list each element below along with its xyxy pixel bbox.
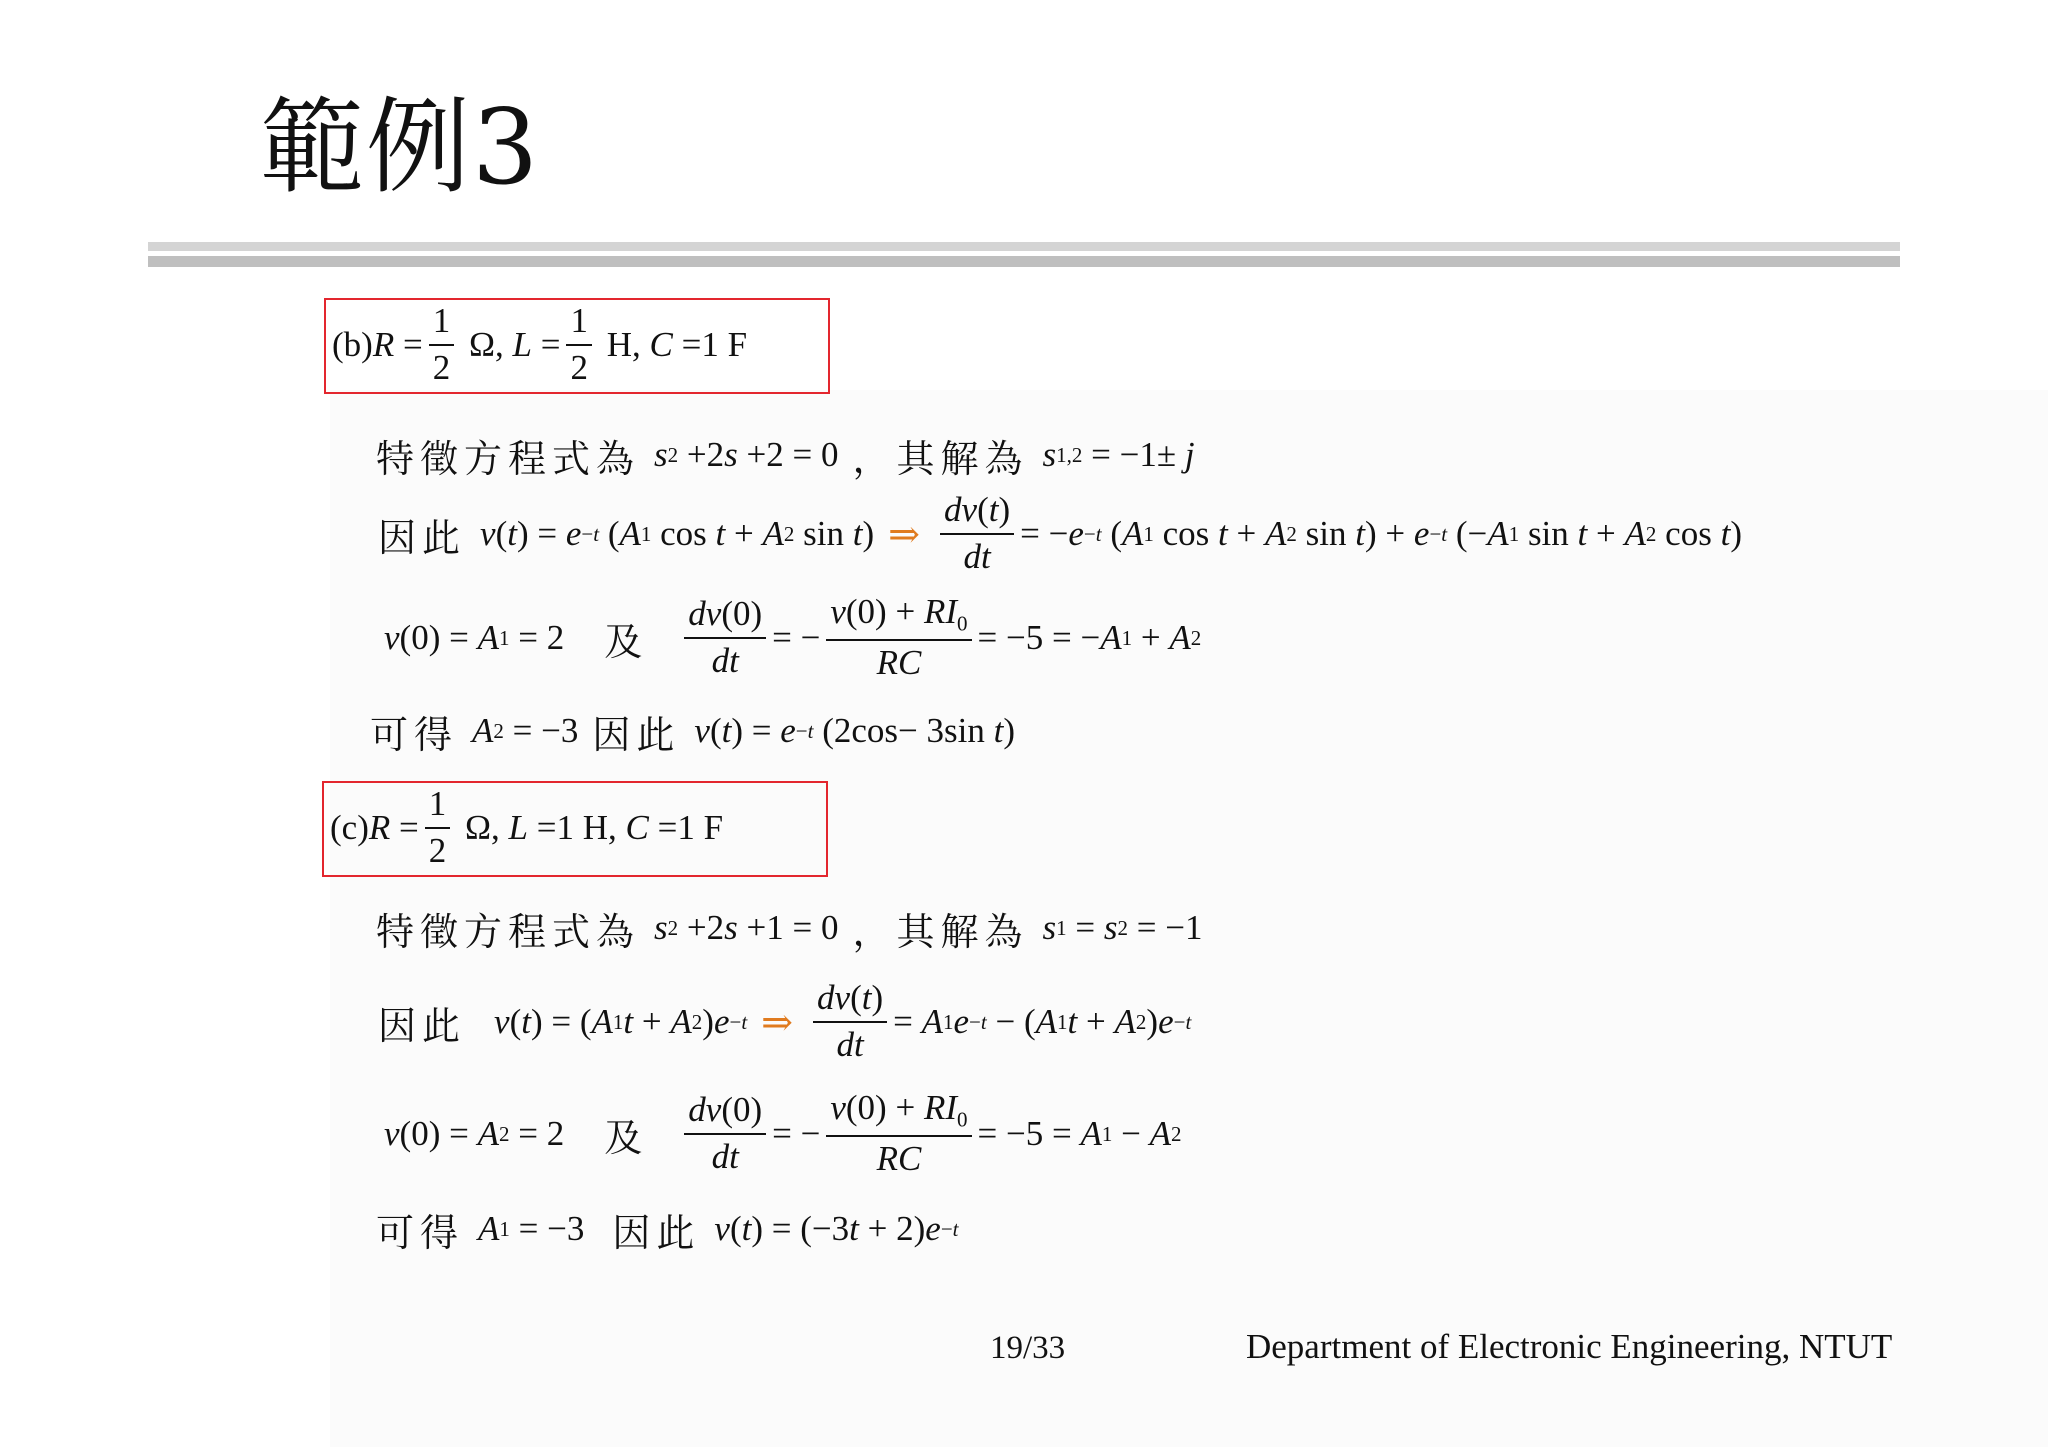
case-c-eq2-prefix: 因此	[378, 1003, 467, 1048]
case-c-characteristic-equation: 特徵方程式為 s 2 +2 s +1 = 0 ，其解為 s 1 = s 2 = −1	[376, 903, 1203, 953]
case-c-eq1-mid: ，其解為	[852, 909, 1029, 954]
case-b-and: 及	[604, 619, 649, 664]
implies-arrow-icon: ⇒	[761, 1001, 794, 1044]
case-c-eq4-prefix: 可得	[376, 1210, 465, 1255]
case-b-final-solution: 可得 A 2 = −3 因此 v ( t ) = e −t (2cos− 3sin t )	[370, 706, 1015, 756]
case-c-eq1-prefix: 特徵方程式為	[376, 909, 641, 954]
case-b-eq1-prefix: 特徵方程式為	[376, 436, 641, 481]
case-b-eq4-prefix: 可得	[370, 712, 459, 757]
case-b-label: (b)	[332, 325, 373, 364]
title-divider-top	[148, 242, 1900, 251]
case-b-initial-conditions: v (0) = A 1 = 2 及 $\frac{dv(0)}{dt}$ = − $\frac{v(0) + RI_0}{RC}$ = −5 = − A 1 + A 2	[384, 592, 1202, 682]
case-b-eq1-mid: ，其解為	[852, 436, 1029, 481]
case-c-eq4-mid: 因此	[612, 1210, 701, 1255]
case-c-final-solution: 可得 A 1 = −3 因此 v ( t ) = (−3 t + 2) e −t	[376, 1204, 959, 1254]
page-number: 19/33	[990, 1330, 1066, 1366]
case-b-characteristic-equation: 特徵方程式為 s 2 +2 s +2 = 0 ，其解為 s 1,2 = −1± j	[376, 430, 1195, 480]
case-b-eq2-prefix: 因此	[378, 515, 467, 560]
case-c-and: 及	[604, 1115, 649, 1160]
title-divider-bottom	[148, 256, 1900, 267]
case-c-general-solution: 因此 v ( t ) = ( A 1 t + A 2 ) e −t ⇒ $\frac{dv(t)}{dt}$ = A 1 e −t − ( A 1 t + A 2 ) e −t	[378, 978, 1192, 1064]
case-c-initial-conditions: v (0) = A 2 = 2 及 $\frac{dv(0)}{dt}$ = − $\frac{v(0) + RI_0}{RC}$ = −5 = A 1 − A 2	[384, 1088, 1182, 1178]
case-c-label: (c)	[330, 808, 369, 847]
department-footer: Department of Electronic Engineering, NTUT	[1246, 1327, 1893, 1366]
case-c-parameters: (c) R = $\frac{1}{2}$ Ω, L =1 H, C =1 F	[330, 784, 724, 870]
implies-arrow-icon: ⇒	[888, 513, 921, 556]
case-b-parameters: (b) R = $\frac{1}{2}$ Ω, L = $\frac{1}{2}$ H, C =1 F	[332, 301, 748, 387]
case-b-general-solution: 因此 v ( t ) = e −t ( A 1 cos t + A 2 sin t ) ⇒ $\frac{dv(t)}{dt}$ = − e −t ( A 1 cos t + A 2 sin t ) + e −t (− A 1 sin t + A 2 cos t )	[378, 490, 1742, 576]
case-b-eq4-mid: 因此	[592, 712, 681, 757]
slide-title: 範例3	[260, 86, 541, 208]
